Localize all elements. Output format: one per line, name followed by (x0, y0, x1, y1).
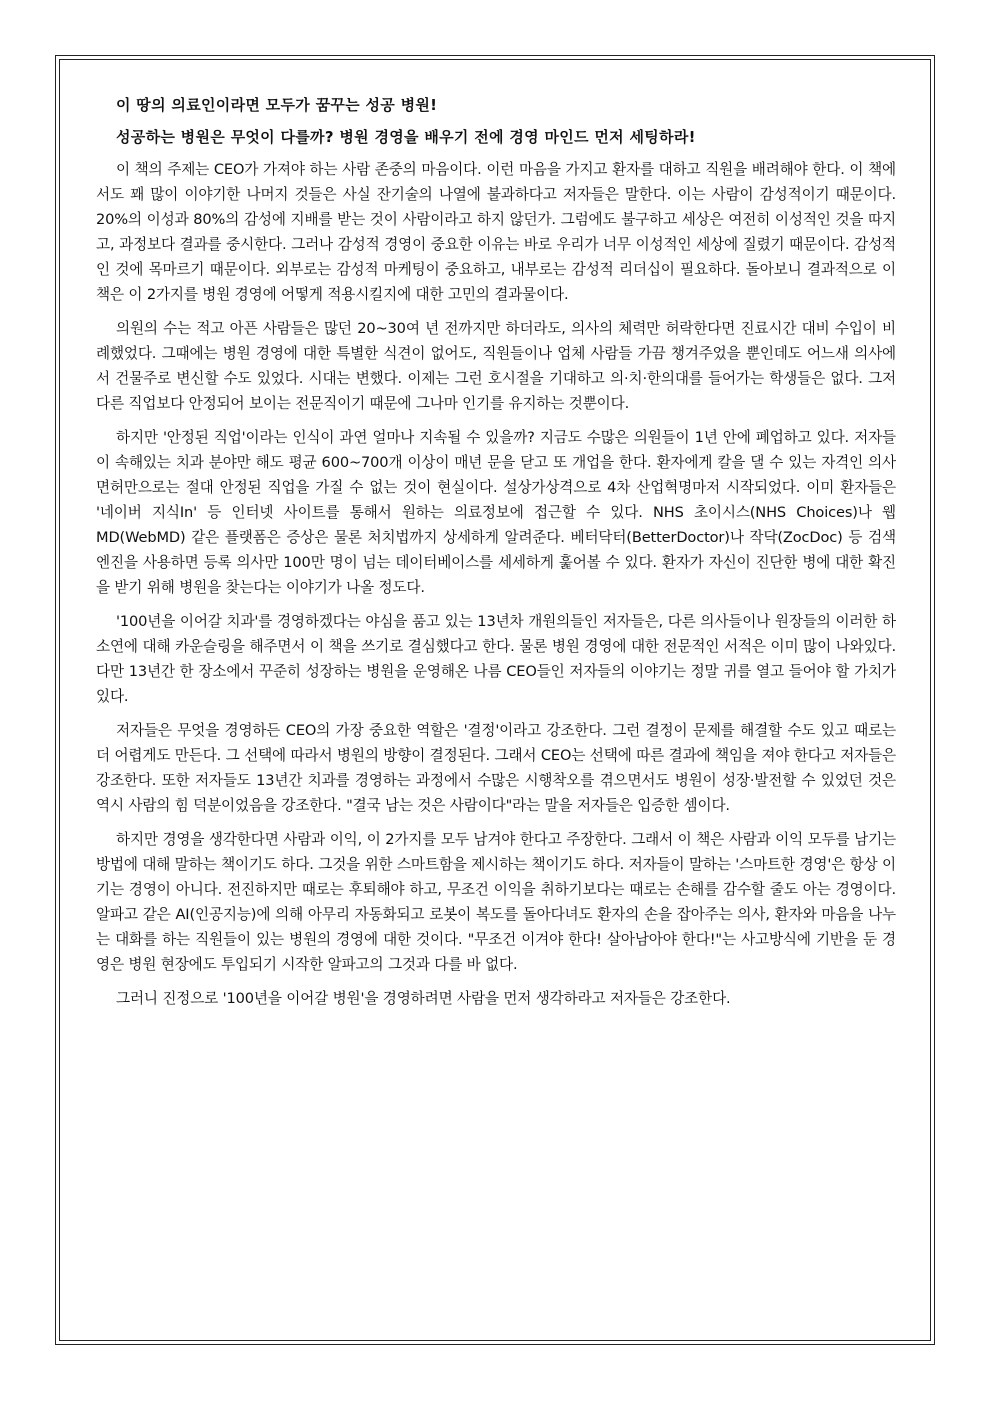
paragraph-1: 이 책의 주제는 CEO가 가져야 하는 사람 존중의 마음이다. 이런 마음을 가지고 환자를 대하고 직원을 배려해야 한다. 이 책에서도 꽤 많이 이야기한 나머지 것들은 사실 잔기술의 나열에 불과하다고 저자들은 말한다. 이는 사람이 감성적이기 때문이다. 20%의 이성과 80%의 감성에 지배를 받는 것이 사람이라고 하지 않던가. 그럼에도 불구하고 세상은 여전히 이성적인 것을 따지고, 과정보다 결과를 중시한다. 그러나 감성적 경영이 중요한 이유는 바로 우리가 너무 이성적인 세상에 질렸기 때문이다. 감성적인 것에 목마르기 때문이다. 외부로는 감성적 마케팅이 중요하고, 내부로는 감성적 리더십이 필요하다. 돌아보니 결과적으로 이 책은 이 2가지를 병원 경영에 어떻게 적용시킬지에 대한 고민의 결과물이다. (96, 161, 896, 303)
headline-1: 이 땅의 의료인이라면 모두가 꿈꾸는 성공 병원! (116, 96, 438, 114)
paragraph-5: 저자들은 무엇을 경영하든 CEO의 가장 중요한 역할은 '결정'이라고 강조한다. 그런 결정이 문제를 해결할 수도 있고 때로는 더 어렵게도 만든다. 그 선택에 따라서 병원의 방향이 결정된다. 그래서 CEO는 선택에 따른 결과에 책임을 져야 한다고 저자들은 강조한다. 또한 저자들도 13년간 치과를 경영하는 과정에서 수많은 시행착오를 겪으면서도 병원이 성장·발전할 수 있었던 것은 역시 사람의 힘 덕분이었음을 강조한다. "결국 남는 것은 사람이다"라는 말을 저자들은 입증한 셈이다. (96, 722, 896, 814)
paragraph-7: 그러니 진정으로 '100년을 이어갈 병원'을 경영하려면 사람을 먼저 생각하라고 저자들은 강조한다. (116, 990, 731, 1007)
paragraph-3: 하지만 '안정된 직업'이라는 인식이 과연 얼마나 지속될 수 있을까? 지금도 수많은 의원들이 1년 안에 폐업하고 있다. 저자들이 속해있는 치과 분야만 해도 평균 600~700개 이상이 매년 문을 닫고 또 개업을 한다. 환자에게 칼을 댈 수 있는 자격인 의사면허만으로는 절대 안정된 직업을 가질 수 없는 것이 현실이다. 설상가상격으로 4차 산업혁명마저 시작되었다. 이미 환자들은 '네이버 지식In' 등 인터넷 사이트를 통해서 원하는 의료정보에 접근할 수 있다. NHS 초이시스(NHS Choices)나 웹MD(WebMD) 같은 플랫폼은 증상은 물론 처치법까지 상세하게 알려준다. 베터닥터(BetterDoctor)나 작닥(ZocDoc) 등 검색엔진을 사용하면 등록 의사만 100만 명이 넘는 데이터베이스를 세세하게 훑어볼 수 있다. 환자가 자신이 진단한 병에 대한 확진을 받기 위해 병원을 찾는다는 이야기가 나올 정도다. (96, 429, 896, 596)
paragraph-4: '100년을 이어갈 치과'를 경영하겠다는 야심을 품고 있는 13년차 개원의들인 저자들은, 다른 의사들이나 원장들의 이러한 하소연에 대해 카운슬링을 해주면서 이 책을 쓰기로 결심했다고 한다. 물론 병원 경영에 대한 전문적인 서적은 이미 많이 나와있다. 다만 13년간 한 장소에서 꾸준히 성장하는 병원을 운영해온 나름 CEO들인 저자들의 이야기는 정말 귀를 열고 들어야 할 가치가 있다. (96, 613, 896, 705)
document-body (96, 93, 896, 1020)
paragraph-2: 의원의 수는 적고 아픈 사람들은 많던 20~30여 년 전까지만 하더라도, 의사의 체력만 허락한다면 진료시간 대비 수입이 비례했었다. 그때에는 병원 경영에 대한 특별한 식견이 없어도, 직원들이나 업체 사람들 가끔 챙겨주었을 뿐인데도 어느새 의사에서 건물주로 변신할 수도 있었다. 시대는 변했다. 이제는 그런 호시절을 기대하고 의·치·한의대를 들어가는 학생들은 없다. 그저 다른 직업보다 안정되어 보이는 전문직이기 때문에 그나마 인기를 유지하는 것뿐이다. (96, 320, 896, 412)
headline-2: 성공하는 병원은 무엇이 다를까? 병원 경영을 배우기 전에 경영 마인드 먼저 세팅하라! (116, 128, 696, 146)
paragraph-6: 하지만 경영을 생각한다면 사람과 이익, 이 2가지를 모두 남겨야 한다고 주장한다. 그래서 이 책은 사람과 이익 모두를 남기는 방법에 대해 말하는 책이기도 하다. 그것을 위한 스마트함을 제시하는 책이기도 하다. 저자들이 말하는 '스마트한 경영'은 항상 이기는 경영이 아니다. 전진하지만 때로는 후퇴해야 하고, 무조건 이익을 취하기보다는 때로는 손해를 감수할 줄도 아는 경영이다. 알파고 같은 AI(인공지능)에 의해 아무리 자동화되고 로봇이 복도를 돌아다녀도 환자의 손을 잡아주는 의사, 환자와 마음을 나누는 대화를 하는 직원들이 있는 병원의 경영에 대한 것이다. "무조건 이겨야 한다! 살아남아야 한다!"는 사고방식에 기반을 둔 경영은 병원 현장에도 투입되기 시작한 알파고의 그것과 다를 바 없다. (96, 831, 896, 973)
